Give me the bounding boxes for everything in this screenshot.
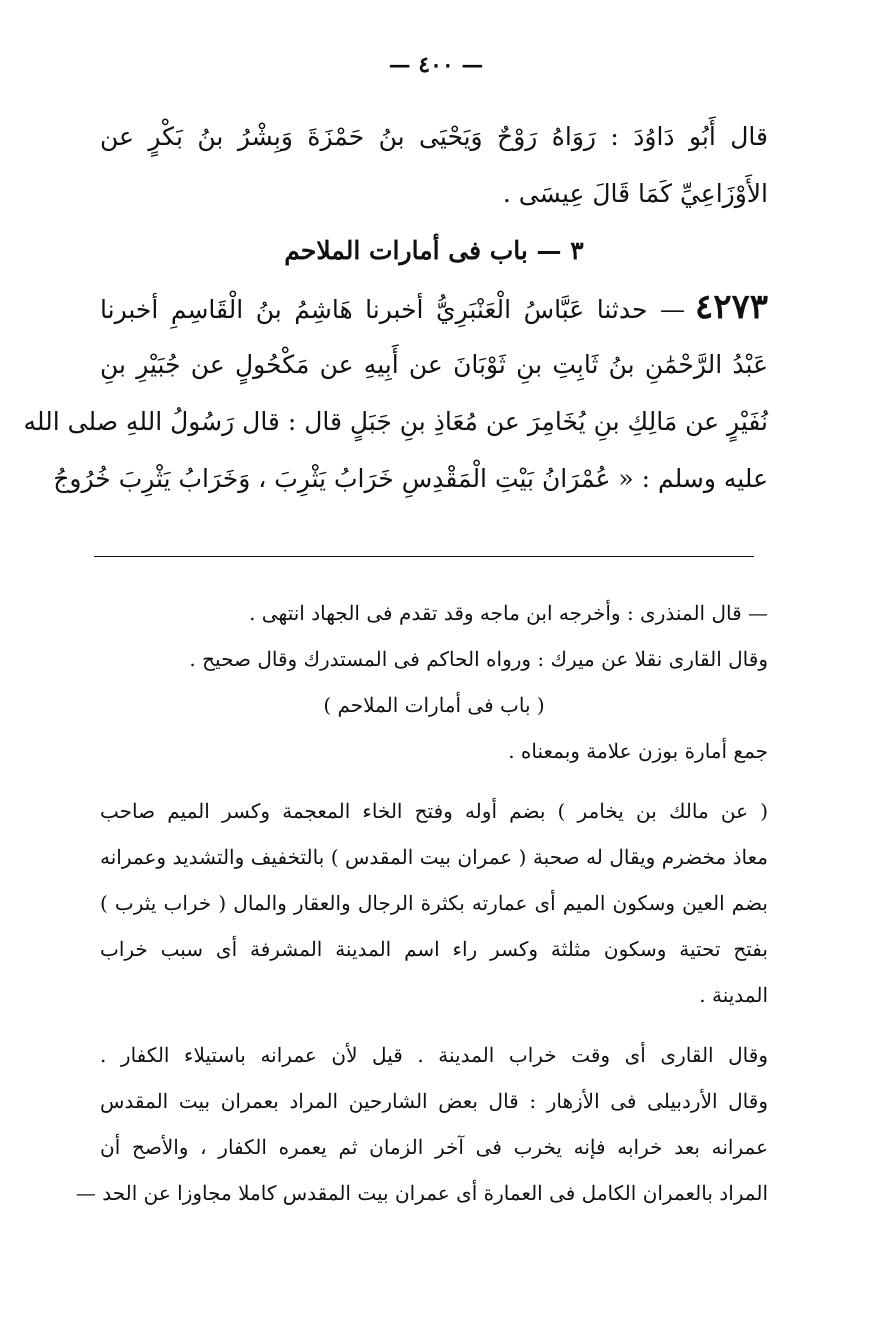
commentary-line-9: المدينة . [699, 983, 768, 1007]
main-line-1: قال أَبُو دَاوُدَ : رَوَاهُ رَوْحٌ وَيَحْيَى بنُ حَمْزَةَ وَبِشْرُ بنُ بَكْرٍ عن [100, 122, 768, 151]
commentary-line-11: وقال الأردبيلى فى الأزهار : قال بعض الشارحين المراد بعمران بيت المقدس [100, 1089, 768, 1113]
commentary-line-8: بفتح تحتية وسكون مثلثة وكسر راء اسم المدينة المشرفة أى سبب خراب [100, 937, 768, 961]
footnote-divider [94, 556, 754, 557]
commentary-line-13: المراد بالعمران الكامل فى العمارة أى عمران بيت المقدس كاملا مجاوزا عن الحد — [75, 1181, 768, 1205]
main-line-3 [100, 279, 768, 336]
commentary-line-2: وقال القارى نقلا عن ميرك : ورواه الحاكم فى المستدرك وقال صحيح . [189, 647, 768, 671]
commentary-line-4: جمع أمارة بوزن علامة وبمعناه . [508, 739, 768, 763]
commentary-line-10: وقال القارى أى وقت خراب المدينة . قيل لأن عمرانه باستيلاء الكفار . [100, 1043, 768, 1067]
main-line-2: الأَوْزَاعِيِّ كَمَا قَالَ عِيسَى . [502, 179, 768, 208]
commentary-line-6: معاذ مخضرم ويقال له صحبة ( عمران بيت المقدس ) بالتخفيف والتشديد وعمرانه [100, 845, 768, 869]
hadith-number: ٤٢٧٣ [694, 287, 768, 327]
page-number: — ٤٠٠ — [388, 52, 484, 78]
chapter-heading: ٣ — باب فى أمارات الملاحم [284, 236, 584, 265]
hadith-main-text [23, 108, 768, 507]
main-line-4: عَبْدُ الرَّحْمَٰنِ بنُ ثَابِتِ بنِ ثَوْبَانَ عن أَبِيهِ عن مَكْحُولٍ عن جُبَيْرِ بنِ [100, 350, 768, 379]
commentary-line-12: عمرانه بعد خرابه فإنه يخرب فى آخر الزمان ثم يعمره الكفار ، والأصح أن [100, 1135, 768, 1159]
commentary-line-1: — قال المنذرى : وأخرجه ابن ماجه وقد تقدم فى الجهاد انتهى . [249, 601, 768, 625]
main-line-5: نُفَيْرٍ عن مَالِكِ بنِ يُخَامِرَ عن مُعَاذِ بنِ جَبَلٍ قال : قال رَسُولُ اللهِ صلى الله [23, 407, 768, 436]
main-line-3-text: — حدثنا عَبَّاسُ الْعَنْبَرِيُّ أخبرنا هَاشِمُ بنُ الْقَاسِمِ أخبرنا [100, 295, 685, 324]
commentary-line-5: ( عن مالك بن يخامر ) بضم أوله وفتح الخاء المعجمة وكسر الميم صاحب [100, 799, 768, 823]
commentary-heading: ( باب فى أمارات الملاحم ) [323, 693, 545, 717]
main-line-6: عليه وسلم : « عُمْرَانُ بَيْتِ الْمَقْدِسِ خَرَابُ يَثْرِبَ ، وَخَرَابُ يَثْرِبَ خُرُوجُ [53, 464, 768, 493]
commentary-line-7: بضم العين وسكون الميم أى عمارته بكثرة الرجال والعقار والمال ( خراب يثرب ) [100, 891, 768, 915]
commentary-text [75, 590, 768, 1216]
